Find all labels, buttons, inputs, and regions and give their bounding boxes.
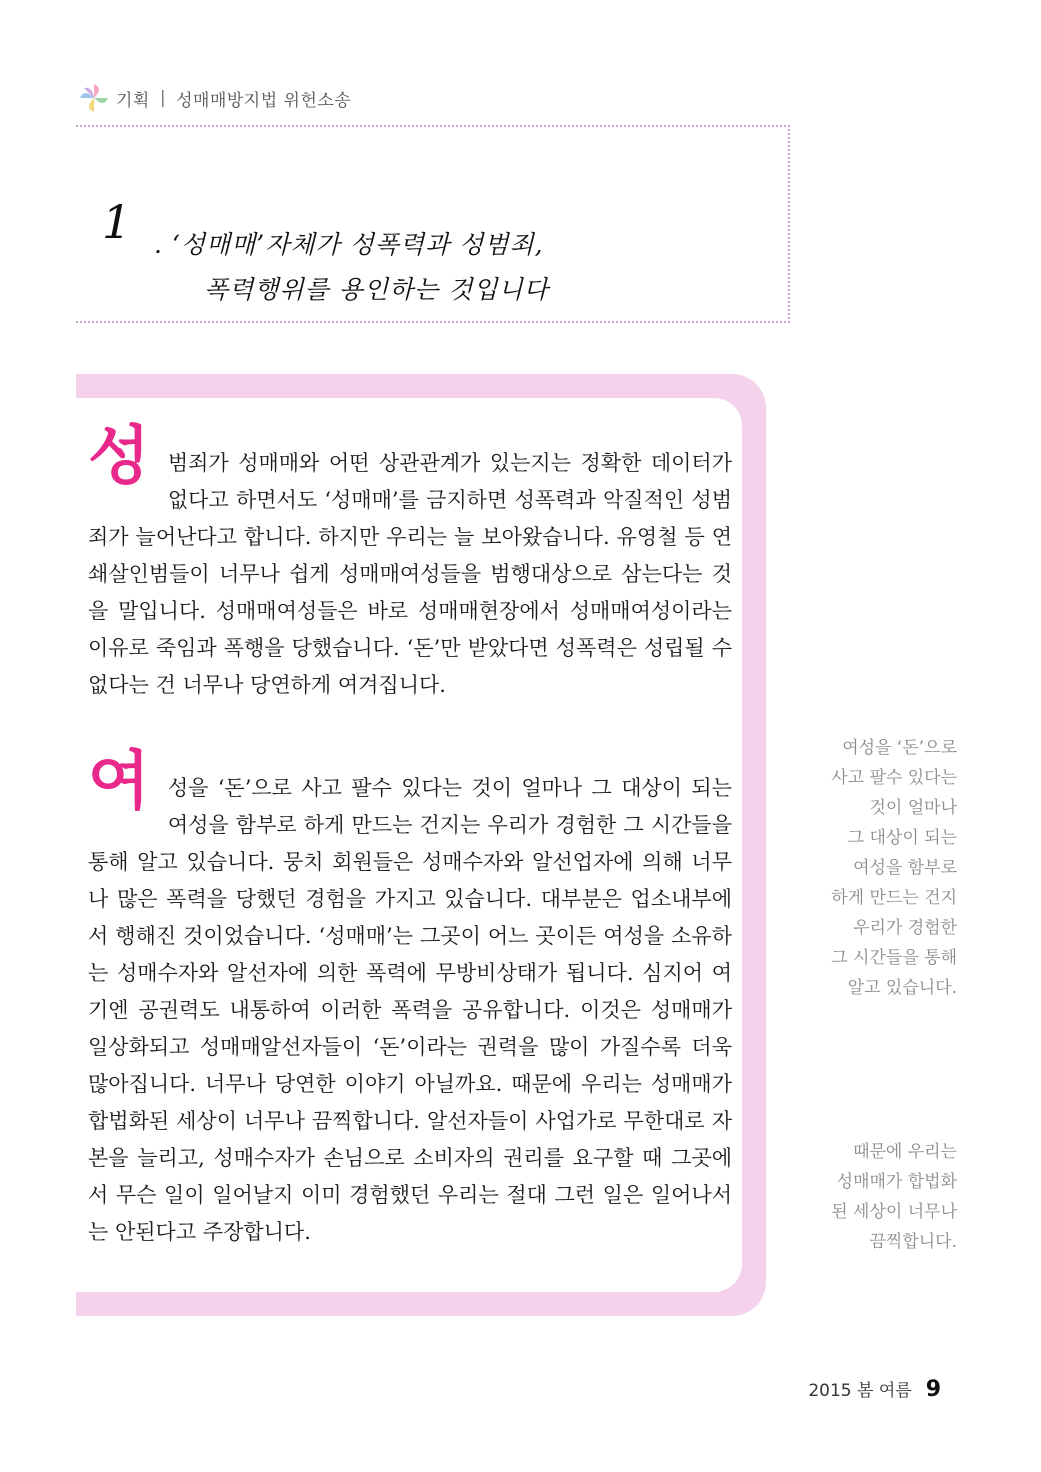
pull-quote-line: 사고 팔수 있다는 — [831, 768, 957, 788]
pull-quote-2 — [787, 1137, 957, 1257]
page-header — [78, 78, 351, 118]
body-paragraph-1 — [88, 420, 732, 704]
drop-cap-2: 여 — [88, 745, 150, 819]
title-line-2: 폭력행위를 용인하는 것입니다 — [204, 275, 549, 304]
header-topic: 성매매방지법 위헌소송 — [176, 90, 352, 111]
pinwheel-logo-icon — [78, 82, 110, 114]
title-number: 1 — [102, 195, 132, 249]
drop-cap-1: 성 — [88, 420, 150, 494]
pull-quote-line: 여성을 함부로 — [853, 858, 957, 878]
paragraph-1-text: 범죄가 성매매와 어떤 상관관계가 있는지는 정확한 데이터가 없다고 하면서도 ‘성매매’를 금지하면 성폭력과 악질적인 성범죄가 늘어난다고 합니다. 하지만 우리는 늘 보아왔습니다. 유영철 등 연쇄살인범들이 너무나 쉽게 성매매여성들을 범행대상으로 삼는다는 것을 말입니다. 성매매여성들은 바로 성매매현장에서 성매매여성이라는 이유로 죽임과 폭행을 당했습니다. ‘돈’만 받았다면 성폭력은 성립될 수 없다는 건 너무나 당연하게 여겨집니다. — [88, 451, 732, 697]
page-footer — [808, 1376, 941, 1402]
pull-quote-line: 끔찍합니다. — [869, 1232, 957, 1252]
pull-quote-line: 하게 만드는 건지 — [831, 888, 957, 908]
footer-issue: 2015 봄 여름 — [808, 1381, 912, 1401]
body-paragraph-2 — [88, 745, 732, 1251]
title-line-1: . ‘성매매’자체가 성폭력과 성범죄, — [154, 230, 544, 259]
pull-quote-line: 된 세상이 너무나 — [831, 1202, 957, 1222]
pull-quote-line: 그 시간들을 통해 — [831, 948, 957, 968]
pull-quote-line: 우리가 경험한 — [853, 918, 957, 938]
pull-quote-line: 때문에 우리는 — [853, 1142, 957, 1162]
pull-quote-line: 알고 있습니다. — [847, 978, 957, 998]
pull-quote-1 — [787, 733, 957, 1003]
page-number: 9 — [925, 1377, 941, 1402]
title-box — [76, 125, 790, 323]
header-section: 기획 — [116, 90, 150, 111]
pull-quote-line: 그 대상이 되는 — [847, 828, 957, 848]
pull-quote-line: 여성을 ‘돈’으로 — [842, 738, 957, 758]
pull-quote-line: 것이 얼마나 — [869, 798, 957, 818]
header-separator: | — [159, 88, 167, 108]
pull-quote-line: 성매매가 합법화 — [836, 1172, 957, 1192]
paragraph-2-text: 성을 ‘돈’으로 사고 팔수 있다는 것이 얼마나 그 대상이 되는 여성을 함부로 하게 만드는 건지는 우리가 경험한 그 시간들을 통해 알고 있습니다. 뭉치 회원들은 성매수자와 알선업자에 의해 너무나 많은 폭력을 당했던 경험을 가지고 있습니다. 대부분은 업소내부에서 행해진 것이었습니다. ‘성매매’는 그곳이 어느 곳이든 여성을 소유하는 성매수자와 알선자에 의한 폭력에 무방비상태가 됩니다. 심지어 여기엔 공권력도 내통하여 이러한 폭력을 공유합니다. 이것은 성매매가 일상화되고 성매매알선자들이 ‘돈’이라는 권력을 많이 가질수록 더욱 많아집니다. 너무나 당연한 이야기 아닐까요. 때문에 우리는 성매매가 합법화된 세상이 너무나 끔찍합니다. 알선자들이 사업가로 무한대로 자본을 늘리고, 성매수자가 손님으로 소비자의 권리를 요구할 때 그곳에서 무슨 일이 일어날지 이미 경험했던 우리는 절대 그런 일은 일어나서는 안된다고 주장합니다. — [88, 776, 732, 1244]
